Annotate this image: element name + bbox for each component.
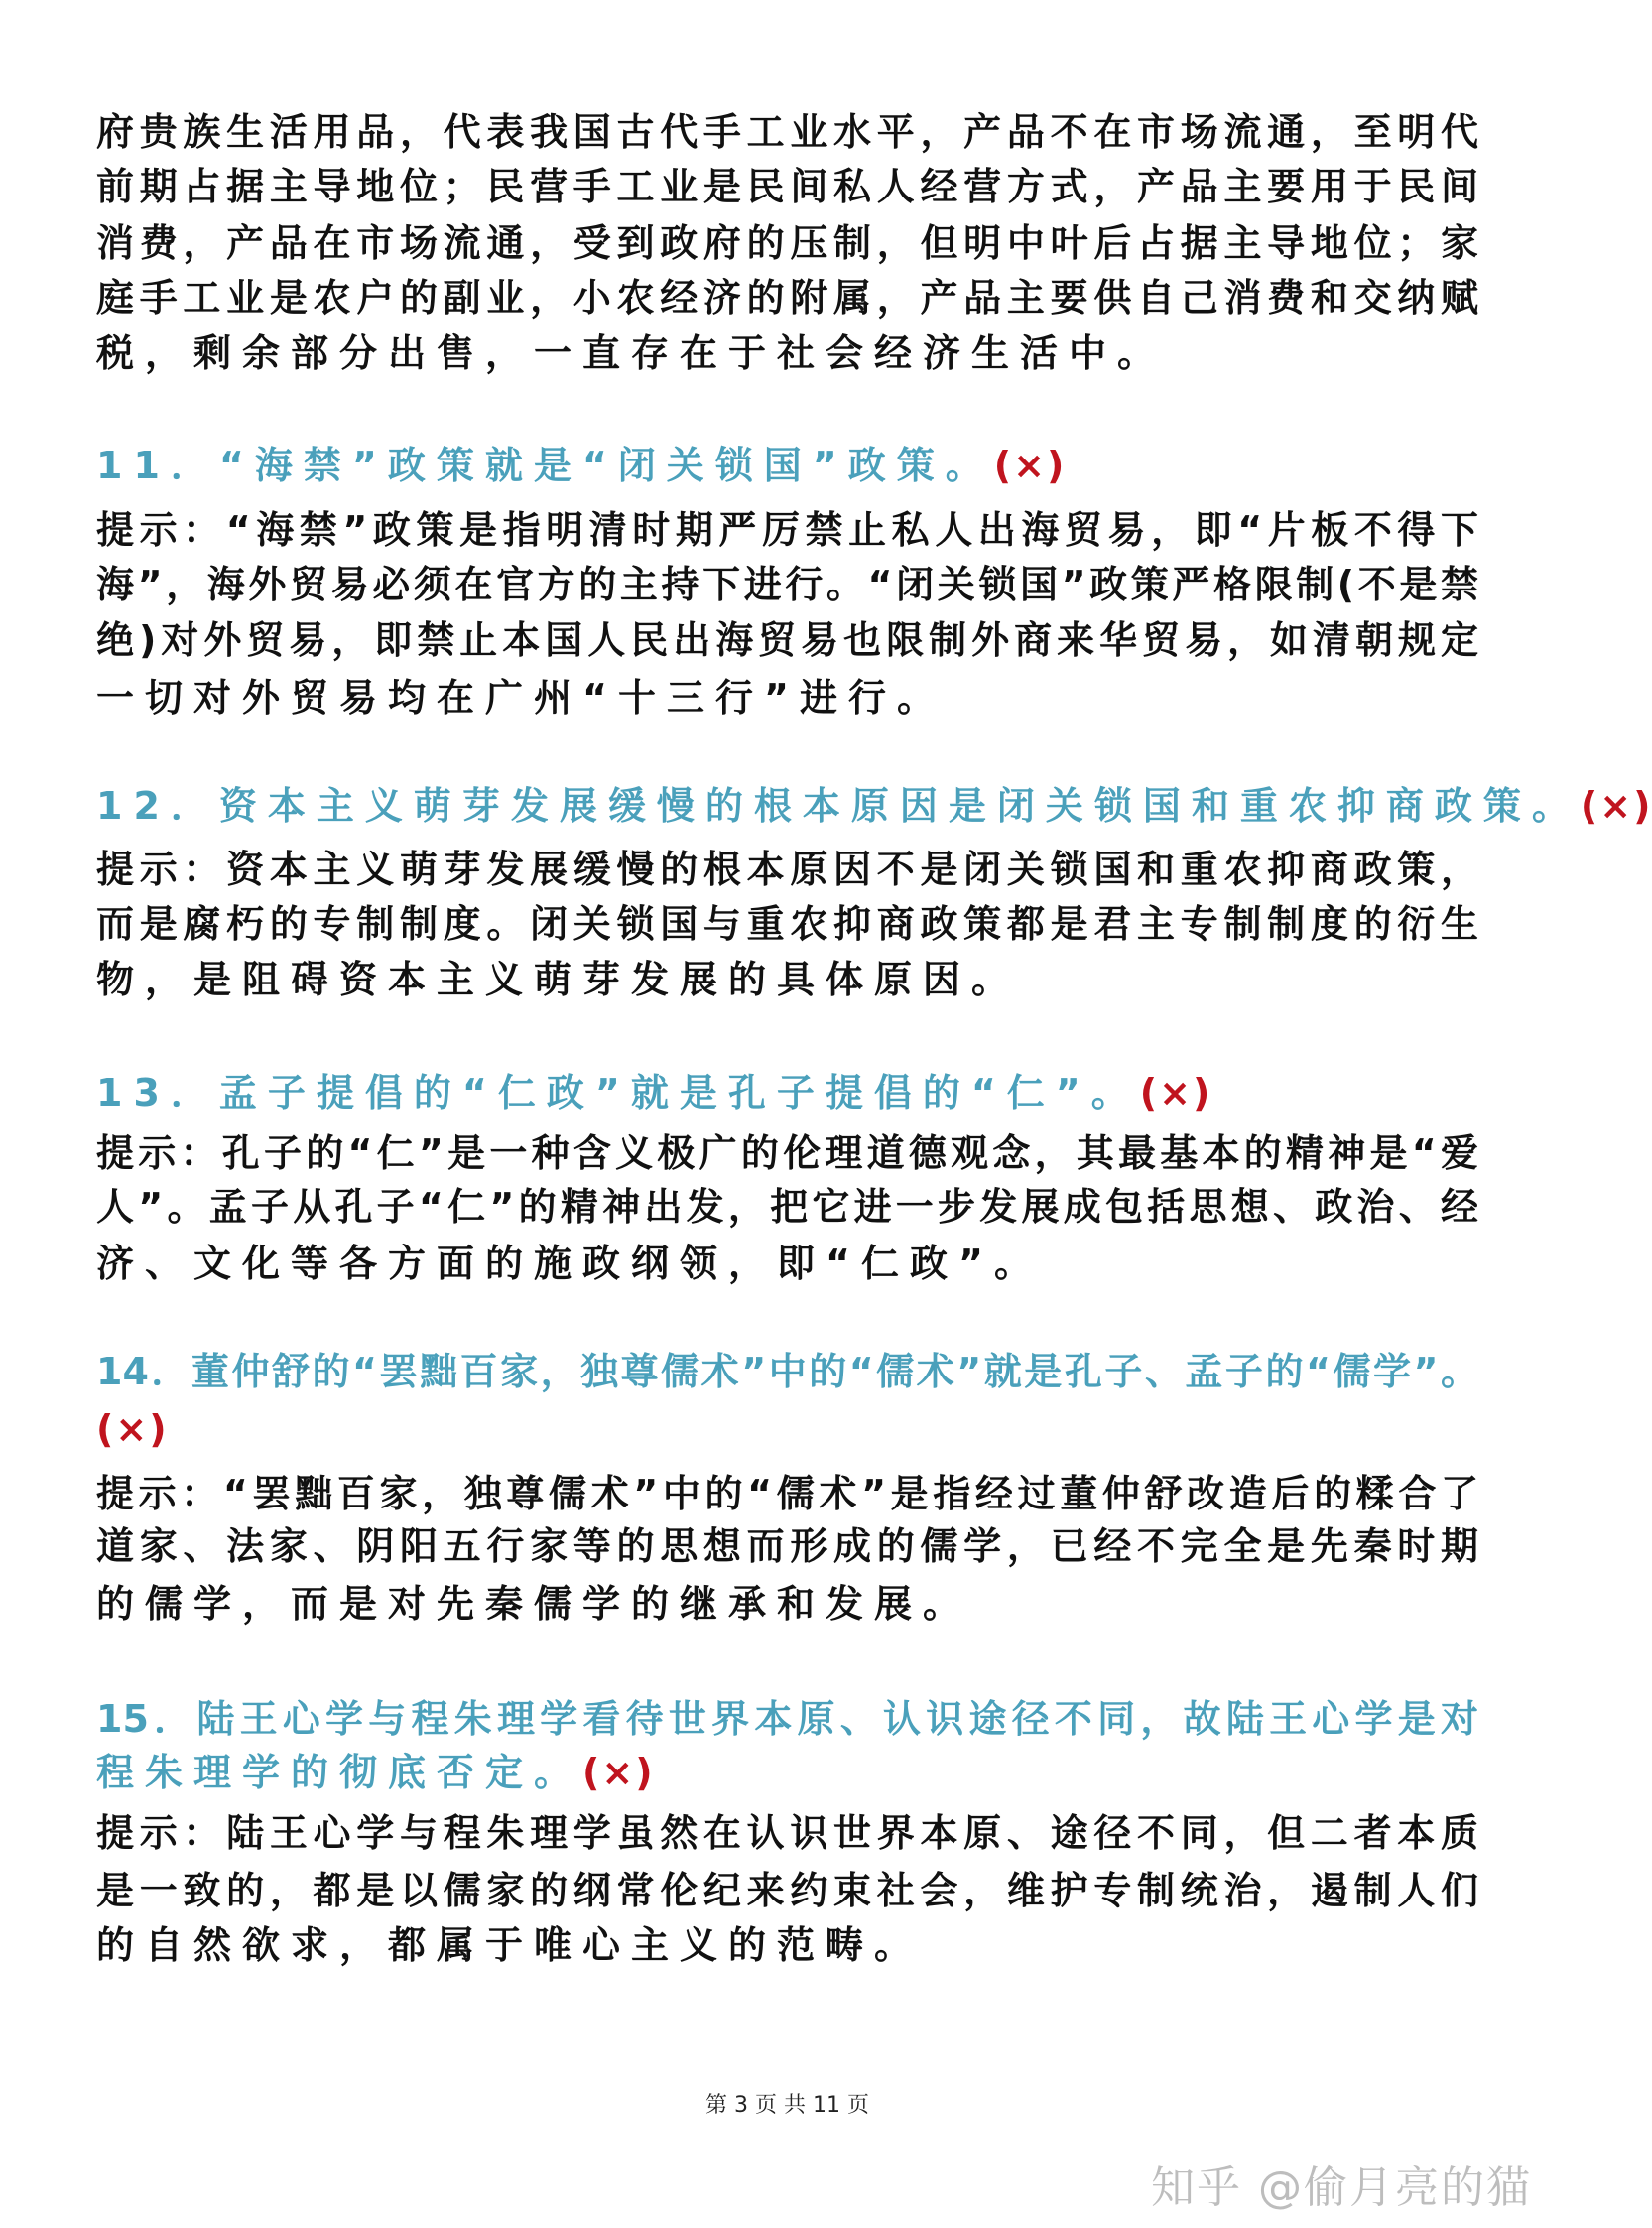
tip-line: 绝)对外贸易，即禁止本国人民出海贸易也限制外商来华贸易，如清朝规定 (96, 618, 1478, 662)
false-mark: (×) (582, 1751, 655, 1794)
tip-line: 的自然欲求，都属于唯心主义的范畴。 (96, 1923, 924, 1967)
question-heading-cont (96, 1747, 1485, 1798)
tip-line: 一切对外贸易均在广州“十三行”进行。 (96, 676, 946, 720)
tip-line: 提示：孔子的“仁”是一种含义极广的伦理道德观念，其最基本的精神是“爱 (96, 1131, 1478, 1175)
intro-line: 消费，产品在市场流通，受到政府的压制，但明中叶后占据主导地位；家 (96, 221, 1478, 265)
tip-line: 而是腐朽的专制制度。闭关锁国与重农抑商政策都是君主专制制度的衍生 (96, 902, 1478, 946)
question-text: 11．“海禁”政策就是“闭关锁国”政策。 (96, 444, 994, 487)
question-heading (96, 440, 1485, 491)
tip-line: 提示：资本主义萌芽发展缓慢的根本原因不是闭关锁国和重农抑商政策， (96, 848, 1478, 891)
tip-line: 济、文化等各方面的施政纲领，即“仁政”。 (96, 1242, 1043, 1285)
false-mark: (×) (1580, 784, 1652, 828)
tip-line: 海”，海外贸易必须在官方的主持下进行。“闭关锁国”政策严格限制(不是禁 (96, 563, 1478, 606)
question-heading (96, 780, 1652, 832)
question-heading: 14．董仲舒的“罢黜百家，独尊儒术”中的“儒术”就是孔子、孟子的“儒学”。 (96, 1350, 1478, 1393)
question-heading (96, 1067, 1485, 1118)
intro-line: 前期占据主导地位；民营手工业是民间私人经营方式，产品主要用于民间 (96, 165, 1478, 208)
tip-line: 提示：“罢黜百家，独尊儒术”中的“儒术”是指经过董仲舒改造后的糅合了 (96, 1472, 1478, 1515)
watermark: 知乎 @偷月亮的猫 (1151, 2162, 1532, 2213)
false-mark: (×) (1139, 1071, 1212, 1114)
question-text: 程朱理学的彻底否定。 (96, 1751, 583, 1794)
false-mark-line (96, 1403, 1485, 1455)
page-number: 第 3 页 共 11 页 (705, 2093, 869, 2118)
tip-line: 人”。孟子从孔子“仁”的精神出发，把它进一步发展成包括思想、政治、经 (96, 1185, 1478, 1229)
intro-line: 府贵族生活用品，代表我国古代手工业水平，产品不在市场流通，至明代 (96, 110, 1478, 154)
tip-line: 物，是阻碍资本主义萌芽发展的具体原因。 (96, 958, 1021, 1001)
question-heading: 15．陆王心学与程朱理学看待世界本原、认识途径不同，故陆王心学是对 (96, 1697, 1478, 1741)
tip-line: 提示：陆王心学与程朱理学虽然在认识世界本原、途径不同，但二者本质 (96, 1811, 1478, 1855)
intro-line: 税，剩余部分出售，一直存在于社会经济生活中。 (96, 331, 1167, 375)
intro-line: 庭手工业是农户的副业，小农经济的附属，产品主要供自己消费和交纳赋 (96, 276, 1478, 320)
tip-line: 道家、法家、阴阳五行家等的思想而形成的儒学，已经不完全是先秦时期 (96, 1524, 1478, 1568)
tip-line: 是一致的，都是以儒家的纲常伦纪来约束社会，维护专制统治，遏制人们 (96, 1869, 1478, 1912)
question-text: 12．资本主义萌芽发展缓慢的根本原因是闭关锁国和重农抑商政策。 (96, 784, 1581, 828)
false-mark: (×) (96, 1407, 169, 1451)
tip-line: 提示：“海禁”政策是指明清时期严厉禁止私人出海贸易，即“片板不得下 (96, 508, 1478, 552)
false-mark: (×) (993, 444, 1067, 487)
question-text: 13．孟子提倡的“仁政”就是孔子提倡的“仁”。 (96, 1071, 1140, 1114)
tip-line: 的儒学，而是对先秦儒学的继承和发展。 (96, 1582, 972, 1626)
